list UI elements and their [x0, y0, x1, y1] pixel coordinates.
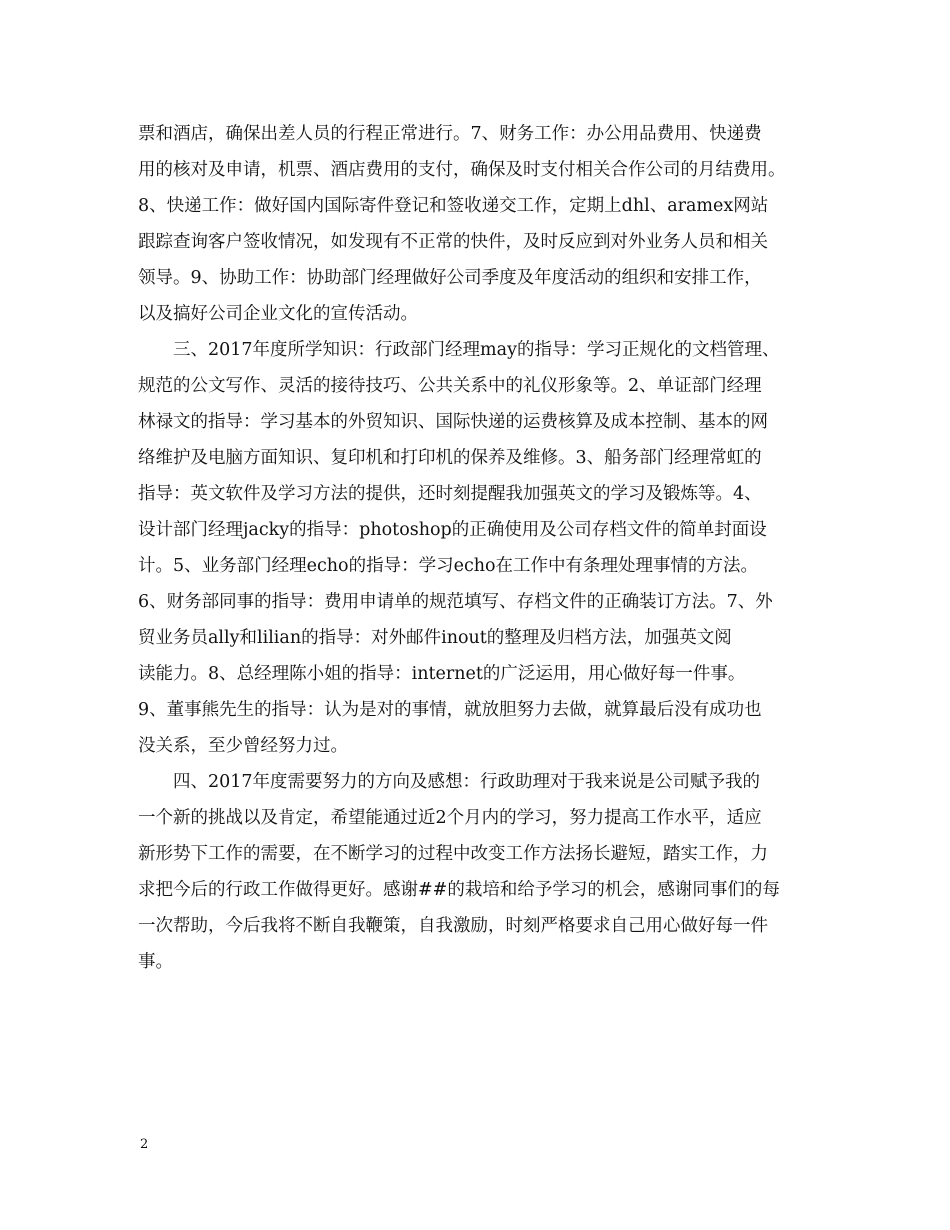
- paragraph-goals-reflection: [138, 764, 828, 980]
- text-line: 络维护及电脑方面知识、复印机和打印机的保养及维修。3、船务部门经理常虹的: [138, 448, 762, 468]
- text-line: 计。5、业务部门经理echo的指导：学习echo在工作中有条理处理事情的方法。: [138, 556, 759, 576]
- text-line: 9、董事熊先生的指导：认为是对的事情，就放胆努力去做，就算最后没有成功也: [138, 700, 762, 720]
- text-line: 跟踪查询客户签收情况，如发现有不正常的快件，及时反应到对外业务人员和相关: [138, 232, 768, 252]
- text-line: 6、财务部同事的指导：费用申请单的规范填写、存档文件的正确装订方法。7、外: [138, 592, 773, 612]
- text-line: 规范的公文写作、灵活的接待技巧、公共关系中的礼仪形象等。2、单证部门经理: [138, 376, 762, 396]
- text-line: 用的核对及申请，机票、酒店费用的支付，确保及时支付相关合作公司的月结费用。: [138, 160, 786, 180]
- text-line: 设计部门经理jacky的指导：photoshop的正确使用及公司存档文件的简单封面设: [138, 520, 767, 540]
- text-line: 林禄文的指导：学习基本的外贸知识、国际快递的运费核算及成本控制、基本的网: [138, 412, 768, 432]
- text-line: 没关系，至少曾经努力过。: [138, 736, 348, 756]
- text-line: 读能力。8、总经理陈小姐的指导：internet的广泛运用，用心做好每一件事。: [138, 664, 746, 684]
- text-line: 以及搞好公司企业文化的宣传活动。: [138, 304, 418, 324]
- text-line: 新形势下工作的需要，在不断学习的过程中改变工作方法扬长避短，踏实工作，力: [138, 844, 768, 864]
- text-line: 事。: [138, 952, 173, 972]
- text-line: 三、2017年度所学知识：行政部门经理may的指导：学习正规化的文档管理、: [173, 340, 780, 360]
- page-number: 2: [140, 1137, 149, 1152]
- text-line: 8、快递工作：做好国内国际寄件登记和签收递交工作，定期上dhl、aramex网站: [138, 196, 769, 216]
- text-line: 一次帮助，今后我将不断自我鞭策，自我激励，时刻严格要求自己用心做好每一件: [138, 916, 768, 936]
- paragraph-knowledge-learned: [138, 332, 828, 764]
- text-line: 四、2017年度需要努力的方向及感想：行政助理对于我来说是公司赋予我的: [173, 772, 761, 792]
- text-line: 领导。9、协助工作：协助部门经理做好公司季度及年度活动的组织和安排工作，: [138, 268, 762, 288]
- paragraph-duties-continued: [138, 116, 828, 332]
- text-line: 求把今后的行政工作做得更好。感谢##的栽培和给予学习的机会，感谢同事们的每: [138, 880, 780, 900]
- text-line: 指导：英文软件及学习方法的提供，还时刻提醒我加强英文的学习及锻炼等。4、: [138, 484, 762, 504]
- text-line: 一个新的挑战以及肯定，希望能通过近2个月内的学习，努力提高工作水平，适应: [138, 808, 762, 828]
- text-line: 贸业务员ally和lilian的指导：对外邮件inout的整理及归档方法，加强英文阅: [138, 628, 732, 648]
- text-line: 票和酒店，确保出差人员的行程正常进行。7、财务工作：办公用品费用、快递费: [138, 124, 762, 144]
